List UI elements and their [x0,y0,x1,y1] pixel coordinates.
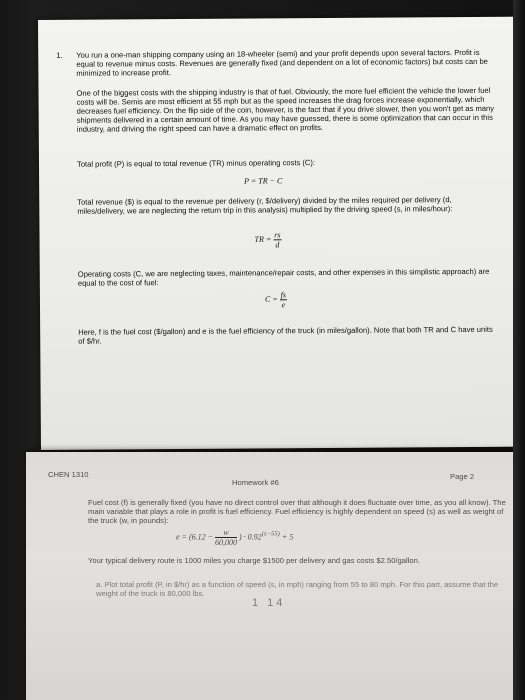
cost-equation [265,290,287,309]
profit-definition: Total profit (P) is equal to total revenue (TR) minus operating costs (C): [76,158,316,169]
efficiency-eq-exponent: (s−55) [261,530,280,538]
page-label: Page 2 [450,472,475,481]
cost-eq-lhs: C = [264,294,278,304]
problem-number: 1. [56,50,63,60]
bottom-page-marker: 1 14 [252,597,286,609]
variables-note: Here, f is the fuel cost ($/gallon) and e is the fuel efficiency of the truck (in miles/gallon). Note that both TR and C have units of $/hr. [78,324,493,346]
revenue-eq-lhs: TR = [254,234,272,244]
revenue-eq-numerator: rs [274,230,281,240]
costs-definition: Operating costs (C, we are neglecting taxes, maintenance/repair costs, and other expenses in this simplistic approach) are equal to the cost of fuel: [77,266,490,288]
question-a: a. Plot total profit (P, in $/hr) as a function of speed (s, in mph) ranging from 55 to 80 mph. For this part, assume that the weight of the truck is 80,000 lbs. [96,580,499,598]
homework-page-1 [38,17,519,450]
efficiency-equation [176,528,293,547]
delivery-route-paragraph: Your typical delivery route is 1000 miles you charge $1500 per delivery and gas costs $2.50/gallon. [88,556,420,565]
homework-title: Homework #6 [232,478,279,487]
efficiency-eq-end: + 5 [281,532,294,542]
revenue-definition: Total revenue ($) is equal to the revenue per delivery (r, $/delivery) divided by the miles required per delivery (d, miles/delivery, we are neglecting the return trip in this analysis) multiplied by the driving speed (s, in miles/hour): [77,195,453,216]
efficiency-eq-tail: ) · 0.92 [239,532,262,542]
fuel-cost-paragraph: One of the biggest costs with the shipping industry is that of fuel. Obviously, the more fuel efficient the vehicle the lower fuel costs will be. Semis are most efficient at 55 mph but as the speed increases the drag forces increase exponentially, which decreases fuel efficiency. On the flip side of the coin, however, is the fact that if you drive slower, then you won't get as many shipments delivered in a certain amount of time. As you may have guessed, there is some optimization that can occur in this industry, and driving the right speed can have a dramatic effect on profits. [76,85,495,134]
course-code: CHEN 1310 [48,470,89,479]
revenue-eq-denominator: d [275,240,280,250]
intro-paragraph: You run a one-man shipping company using an 18-wheeler (semi) and your profit depends upon several factors. Profit is equal to revenue minus costs. Revenues are generally fixed (and dependent on a lot of economic factors) but costs can be minimized to increase profit. [76,47,488,78]
fuel-efficiency-paragraph: Fuel cost (f) is generally fixed (you have no direct control over that although it does fluctuate over time, as you all know). The main variable that plays a role in profit is fuel efficiency. Fuel efficiency is highly dependent on speed (s) as well as weight of the truck (w, in pounds): [88,498,506,525]
cost-eq-denominator: e [281,300,286,310]
cost-eq-numerator: fs [280,290,287,300]
efficiency-eq-denominator: 60,000 [215,538,238,547]
homework-page-2 [26,452,525,700]
efficiency-eq-numerator: w [215,528,237,538]
efficiency-eq-start: e = (6.12 − [176,532,214,542]
profit-equation: P = TR − C [244,176,283,186]
revenue-equation [254,230,281,249]
binder-edge [513,0,525,700]
